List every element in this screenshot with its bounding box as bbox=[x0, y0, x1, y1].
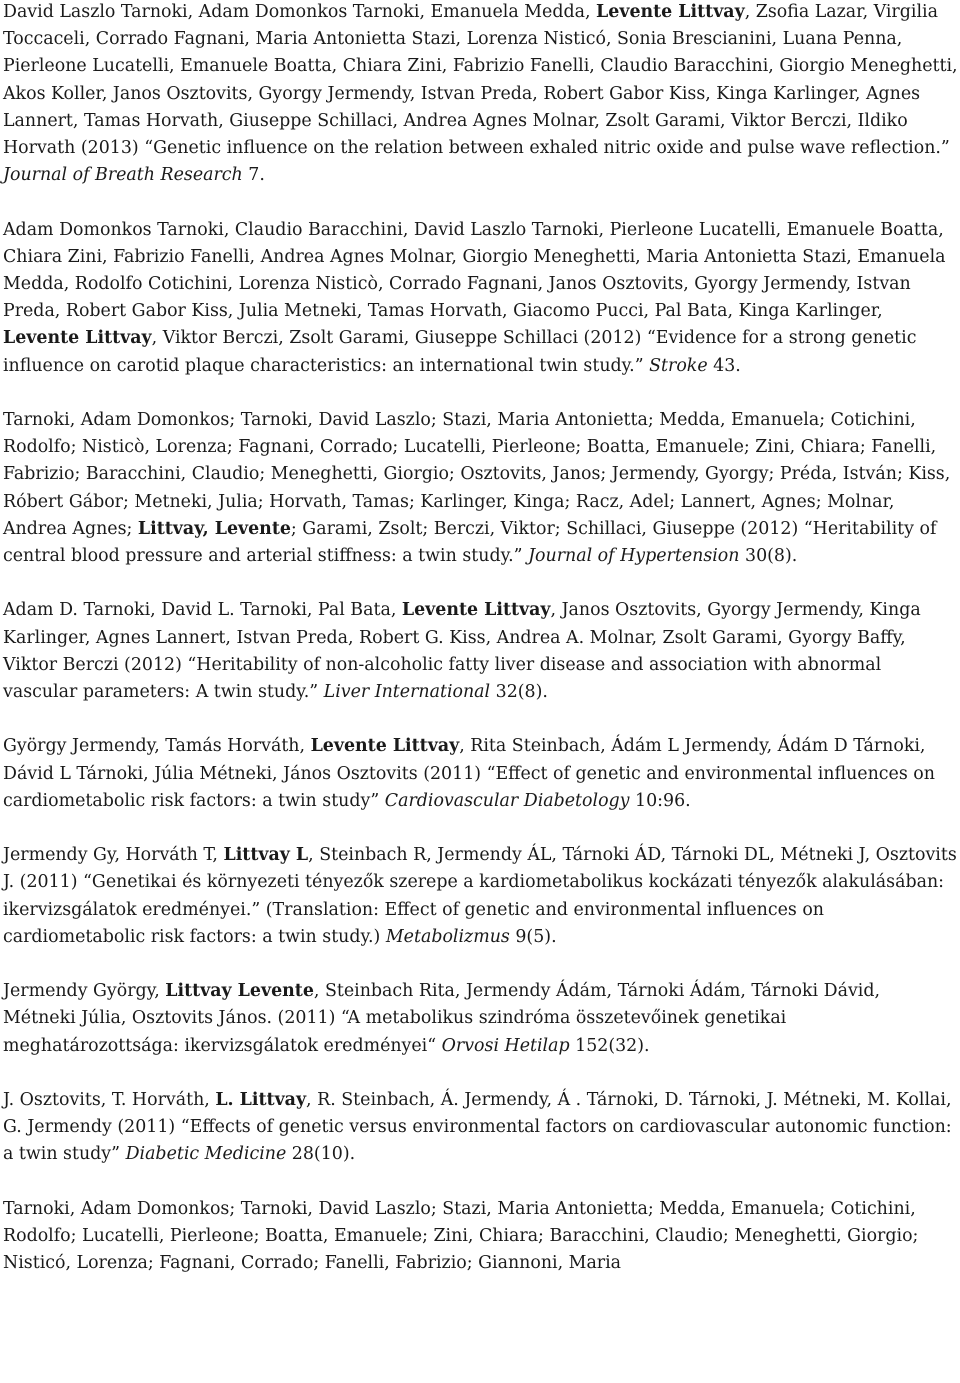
ref-text: , Rita Steinbach, Ádám L Jermendy, Ádám D Tárnoki, Dávid L Tárnoki, Júlia Métneki, János Osztovits (2011) “Effect of genetic and environmental influences on cardiometabolic risk factors: a twin study” bbox=[3, 736, 935, 811]
ref-text: 32(8). bbox=[490, 682, 548, 703]
reference-entry bbox=[3, 842, 958, 951]
highlighted-author: Littvay, Levente bbox=[137, 518, 291, 539]
ref-text: , Janos Osztovits, Gyorgy Jermendy, Kinga Karlinger, Agnes Lannert, Istvan Preda, Robert G. Kiss, Andrea A. Molnar, Zsolt Garami, Gyorgy Baffy, Viktor Berczi (2012) “Heritability of non-alcoholic fatty liver disease and association with abnormal vascular parameters: A twin study.” bbox=[3, 600, 921, 703]
ref-text: 43. bbox=[707, 355, 741, 376]
journal-name: Metabolizmus bbox=[385, 926, 510, 947]
ref-text: David Laszlo Tarnoki, Adam Domonkos Tarnoki, Emanuela Medda, bbox=[3, 2, 597, 22]
highlighted-author: Littvay L bbox=[223, 845, 309, 866]
ref-text: 152(32). bbox=[569, 1035, 650, 1056]
ref-text: Adam Domonkos Tarnoki, Claudio Baracchini, David Laszlo Tarnoki, Pierleone Lucatelli, Emanuele Boatta, Chiara Zini, Fabrizio Fanelli, Andrea Agnes Molnar, Giorgio Meneghetti, Maria Antonietta Stazi, Emanuela Medda, Rodolfo Cotichini, Lorenza Nisticò, Corrado Fagnani, Janos Osztovits, Gyorgy Jermendy, Istvan Preda, Robert Gabor Kiss, Julia Metneki, Tamas Horvath, Giacomo Pucci, Pal Bata, Kinga Karlinger, bbox=[3, 219, 946, 322]
reference-entry bbox=[3, 217, 958, 380]
reference-entry bbox=[3, 1196, 958, 1278]
ref-text: 10:96. bbox=[629, 790, 691, 811]
reference-entry bbox=[3, 733, 958, 815]
journal-name: Journal of Breath Research bbox=[3, 165, 243, 186]
ref-text: 28(10). bbox=[286, 1144, 356, 1165]
highlighted-author: Levente Littvay bbox=[310, 736, 460, 757]
reference-entry bbox=[3, 407, 958, 570]
ref-text: 9(5). bbox=[509, 926, 557, 947]
highlighted-author: L. Littvay bbox=[215, 1090, 307, 1111]
ref-text: György Jermendy, Tamás Horváth, bbox=[3, 736, 311, 757]
reference-entry bbox=[3, 597, 958, 706]
publication-list bbox=[3, 0, 958, 1305]
journal-name: Journal of Hypertension bbox=[528, 546, 740, 567]
highlighted-author: Levente Littvay bbox=[596, 2, 745, 22]
reference-entry bbox=[3, 978, 958, 1060]
ref-text: ; Garami, Zsolt; Berczi, Viktor; Schillaci, Giuseppe (2012) “Heritability of central blood pressure and arterial stiffness: a twin study.” bbox=[3, 518, 937, 567]
ref-text: J. Osztovits, T. Horváth, bbox=[3, 1090, 216, 1111]
reference-entry bbox=[3, 0, 958, 189]
highlighted-author: Littvay Levente bbox=[165, 981, 314, 1002]
ref-text: 30(8). bbox=[739, 546, 798, 567]
reference-entry bbox=[3, 1087, 958, 1169]
ref-text: Adam D. Tarnoki, David L. Tarnoki, Pal Bata, bbox=[3, 600, 402, 621]
ref-text: Jermendy Gy, Horváth T, bbox=[3, 845, 224, 866]
highlighted-author: Levente Littvay bbox=[3, 328, 152, 349]
ref-text: Tarnoki, Adam Domonkos; Tarnoki, David Laszlo; Stazi, Maria Antonietta; Medda, Emanuela; Cotichini, Rodolfo; Nisticò, Lorenza; Fagnani, Corrado; Lucatelli, Pierleone; Boatta, Emanuele; Zini, Chiara; Fanelli, Fabrizio; Baracchini, Claudio; Meneghetti, Giorgio; Osztovits, Janos; Jermendy, Gyorgy; Préda, István; Kiss, Róbert Gábor; Metneki, Julia; Horvath, Tamas; Karlinger, Kinga; Racz, Adel; Lannert, Agnes; Molnar, Andrea Agnes; bbox=[3, 410, 951, 539]
ref-text: , Viktor Berczi, Zsolt Garami, Giuseppe Schillaci (2012) “Evidence for a strong genetic influence on carotid plaque characteristics: an international twin study.” bbox=[3, 328, 917, 376]
ref-text: Jermendy György, bbox=[3, 981, 166, 1002]
ref-text: , Zsofia Lazar, Virgilia Toccaceli, Corrado Fagnani, Maria Antonietta Stazi, Lorenza Nisticó, Sonia Brescianini, Luana Penna, Pierleone Lucatelli, Emanuele Boatta, Chiara Zini, Fabrizio Fanelli, Claudio Baracchini, Giorgio Meneghetti, Akos Koller, Janos Osztovits, Gyorgy Jermendy, Istvan Preda, Robert Gabor Kiss, Kinga Karlinger, Agnes Lannert, Tamas Horvath, Giuseppe Schillaci, Andrea Agnes Molnar, Zsolt Garami, Viktor Berczi, Ildiko Horvath (2013) “Genetic influence on the relation between exhaled nitric oxide and pulse wave reflection.” bbox=[3, 2, 958, 159]
journal-name: Liver International bbox=[323, 682, 491, 703]
ref-text: 7. bbox=[242, 165, 265, 186]
ref-text: , Steinbach Rita, Jermendy Ádám, Tárnoki Ádám, Tárnoki Dávid, Métneki Júlia, Osztovits János. (2011) “A metabolikus szindróma összetevőinek genetikai meghatározottsága: ikervizsgálatok eredményei“ bbox=[3, 981, 881, 1056]
journal-name: Diabetic Medicine bbox=[125, 1144, 287, 1165]
ref-text: Tarnoki, Adam Domonkos; Tarnoki, David Laszlo; Stazi, Maria Antonietta; Medda, Emanuela; Cotichini, Rodolfo; Lucatelli, Pierleone; Boatta, Emanuele; Zini, Chiara; Baracchini, Claudio; Meneghetti, Giorgio; Nisticó, Lorenza; Fagnani, Corrado; Fanelli, Fabrizio; Giannoni, Maria bbox=[3, 1198, 919, 1274]
journal-name: Stroke bbox=[649, 355, 708, 376]
journal-name: Cardiovascular Diabetology bbox=[384, 790, 630, 811]
journal-name: Orvosi Hetilap bbox=[441, 1035, 570, 1056]
ref-text: , Steinbach R, Jermendy ÁL, Tárnoki ÁD, Tárnoki DL, Métneki J, Osztovits J. (2011) “Genetikai és környezeti tényezők szerepe a kardiometabolikus kockázati tényezők alakulásában: ikervizsgálatok eredményei.” (Translation: Effect of genetic and environmental influences on cardiometabolic risk factors: a twin study.) bbox=[3, 845, 957, 947]
ref-text: , R. Steinbach, Á. Jermendy, Á . Tárnoki, D. Tárnoki, J. Métneki, M. Kollai, G. Jermendy (2011) “Effects of genetic versus environmental factors on cardiovascular autonomic function: a twin study” bbox=[3, 1090, 952, 1165]
highlighted-author: Levente Littvay bbox=[401, 600, 551, 621]
